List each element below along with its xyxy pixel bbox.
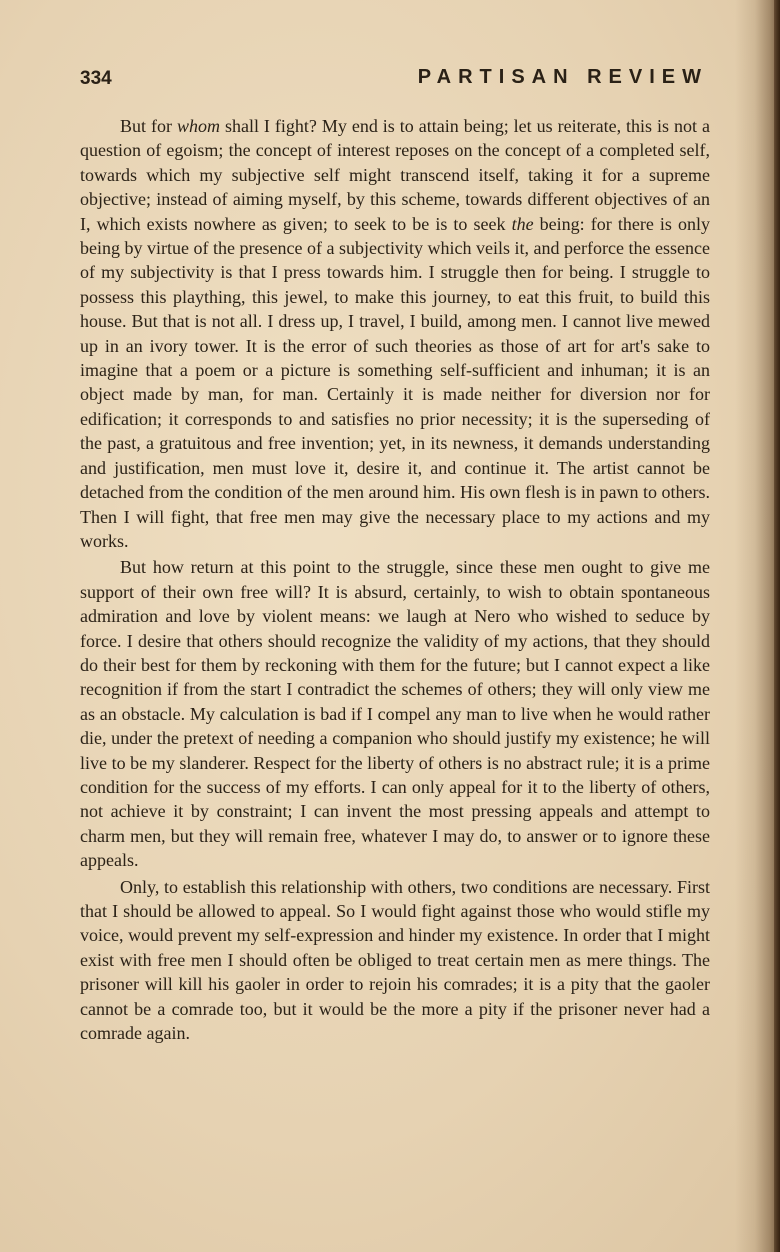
page-binding-shadow [774,0,780,1252]
body-text [80,114,710,1045]
italic-whom: whom [176,116,220,136]
running-title: PARTISAN REVIEW [417,66,708,88]
paragraph-2: But how return at this point to the struggle, since these men ought to give me support of their own free will? It is absurd, certainly, to wish to obtain spontaneous admiration and love by violent means: we laugh at Nero who wished to seduce by force. I desire that others should recognize the validity of my actions, that they should do their best for them by reckoning with them for the future; but I cannot expect a like recognition if from the start I contradict the schemes of others; they will only view me as an obstacle. My calculation is bad if I compel any man to live when he would rather die, under the pretext of needing a companion who should justify my existence; he will live to be my slanderer. Respect for the liberty of others is no abstract rule; it is a prime condition for the success of my efforts. I can only appeal for it to the liberty of others, not achieve it by constraint; I can invent the most pressing appeals and attempt to charm men, but they will remain free, whatever I may do, to answer or to ignore these appeals. [80,557,710,871]
paragraph-1-part-b: shall I fight? My end is to attain being; let us reiterate, this is not a question of egoism; the concept of interest reposes on the concept of a completed self, towards which my subjective self might transcend itself, taking it for a supreme objective; instead of aiming myself, by this scheme, towards different objectives of an I, which exists nowhere as given; to seek to be is to seek [80,116,710,234]
paragraph-1-part-c: being: for there is only being by virtue of the presence of a subjectivity which veils it, and perforce the essence of my subjectivity is that I press towards him. I struggle then for being. I struggle to possess this plaything, this jewel, to make this journey, to eat this fruit, to build this house. But that is not all. I dress up, I travel, I build, among men. I cannot live mewed up in an ivory tower. It is the error of such theories as those of art for art's sake to imagine that a poem or a picture is something self-sufficient and inhuman; it is an object made by man, for man. Certainly it is made neither for diversion nor for edification; it corresponds to and satisfies no prior necessity; it is the superseding of the past, a gratuitous and free invention; yet, in its newness, it demands understanding and justification, men must love it, desire it, and continue it. The artist cannot be detached from the condition of the men around him. His own flesh is in pawn to others. Then I will fight, that free men may give the necessary place to my actions and my works. [80,213,711,551]
paragraph-1 [80,114,710,553]
paragraph-3: Only, to establish this relationship with others, two conditions are necessary. First that I should be allowed to appeal. So I would fight against those who would stifle my voice, would prevent my self-expression and hinder my existence. In order that I might exist with free men I should often be obliged to treat certain men as mere things. The prisoner will kill his gaoler in order to rejoin his comrades; it is a pity that the gaoler cannot be a comrade too, but it would be the more a pity if the prisoner never had a comrade again. [80,876,710,1044]
page-number: 334 [80,68,112,89]
italic-the: the [511,213,534,234]
paragraph-1-part-a: But for [120,116,177,136]
